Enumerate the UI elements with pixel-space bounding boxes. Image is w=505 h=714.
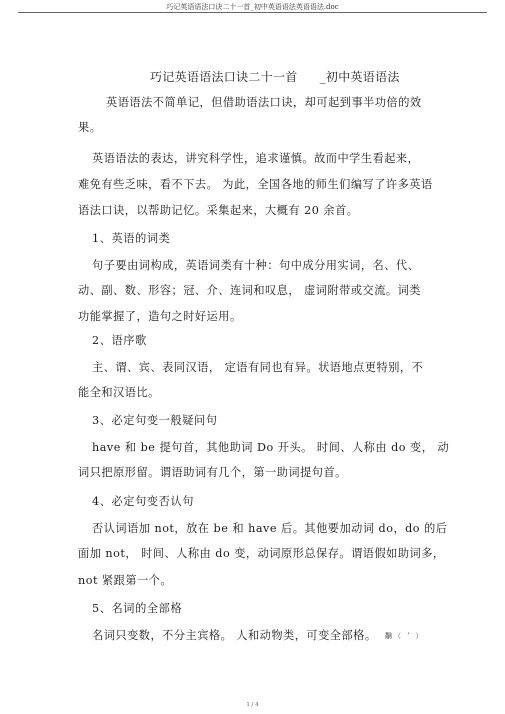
file-header: 巧记英语语法口诀二十一首_初中英语语法英语语法.doc xyxy=(166,3,339,11)
section-heading: 1、英语的词类 xyxy=(92,232,171,245)
document-title-main: 巧记英语语法口诀二十一首 xyxy=(150,70,298,84)
section-line: 句子要由词构成，英语词类有十种：句中成分用实词，名、代、 xyxy=(92,259,420,272)
section-line: 功能掌握了，造句之时好运用。 xyxy=(78,310,242,323)
section-line: have 和 be 提句首，其他助词 Do 开头。 时间、人称由 do 变， 动 xyxy=(92,441,450,454)
margin-note: 黼（ ’ ） xyxy=(385,632,425,640)
section-heading: 3、必定句变一般疑问句 xyxy=(92,414,218,427)
paragraph-line: 难免有些乏味，看不下去。 为此，全国各地的师生们编写了许多英语 xyxy=(78,178,433,191)
header-rule xyxy=(18,12,487,13)
section-heading: 4、必定句变否认句 xyxy=(92,495,195,508)
paragraph-line: 英语语法不简单记，但借助语法口诀，却可起到事半功倍的效 xyxy=(106,96,422,109)
page-number: 1 / 4 xyxy=(246,702,259,708)
section-line: 主、谓、宾、表同汉语， 定语有同也有异。状语地点更特别，不 xyxy=(92,361,424,374)
document-title-sub: _初中英语语法 xyxy=(319,70,400,84)
section-line: 面加 not， 时间、人称由 do 变，动词原形总保存。谓语假如助词多， xyxy=(78,547,445,560)
section-line: 词只把原形留。谓语助词有几个，第一助词提句首。 xyxy=(78,466,347,479)
section-line: not 紧跟第一个。 xyxy=(78,574,173,587)
section-heading: 2、语序歌 xyxy=(92,334,147,347)
section-line: 否认词语加 not，放在 be 和 have 后。其他要加动词 do，do 的后 xyxy=(92,522,448,535)
section-line: 名词只变数，不分主宾格。 人和动物类，可变全部格。 xyxy=(92,629,377,642)
paragraph-line: 语法口诀，以帮助记忆。采集起来，大概有 20 余首。 xyxy=(78,204,359,217)
document-title xyxy=(150,68,400,85)
paragraph-line: 英语语法的表达，讲究科学性，追求谨慎。故而中学生看起来， xyxy=(92,152,420,165)
paragraph-line: 果。 xyxy=(78,121,102,134)
section-heading: 5、名词的全部格 xyxy=(92,602,183,615)
section-line: 能全和汉语比。 xyxy=(78,386,160,399)
section-line: 动、副、数、形容；冠、介、连词和叹息， 虚词附带或交流。词类 xyxy=(78,284,421,297)
